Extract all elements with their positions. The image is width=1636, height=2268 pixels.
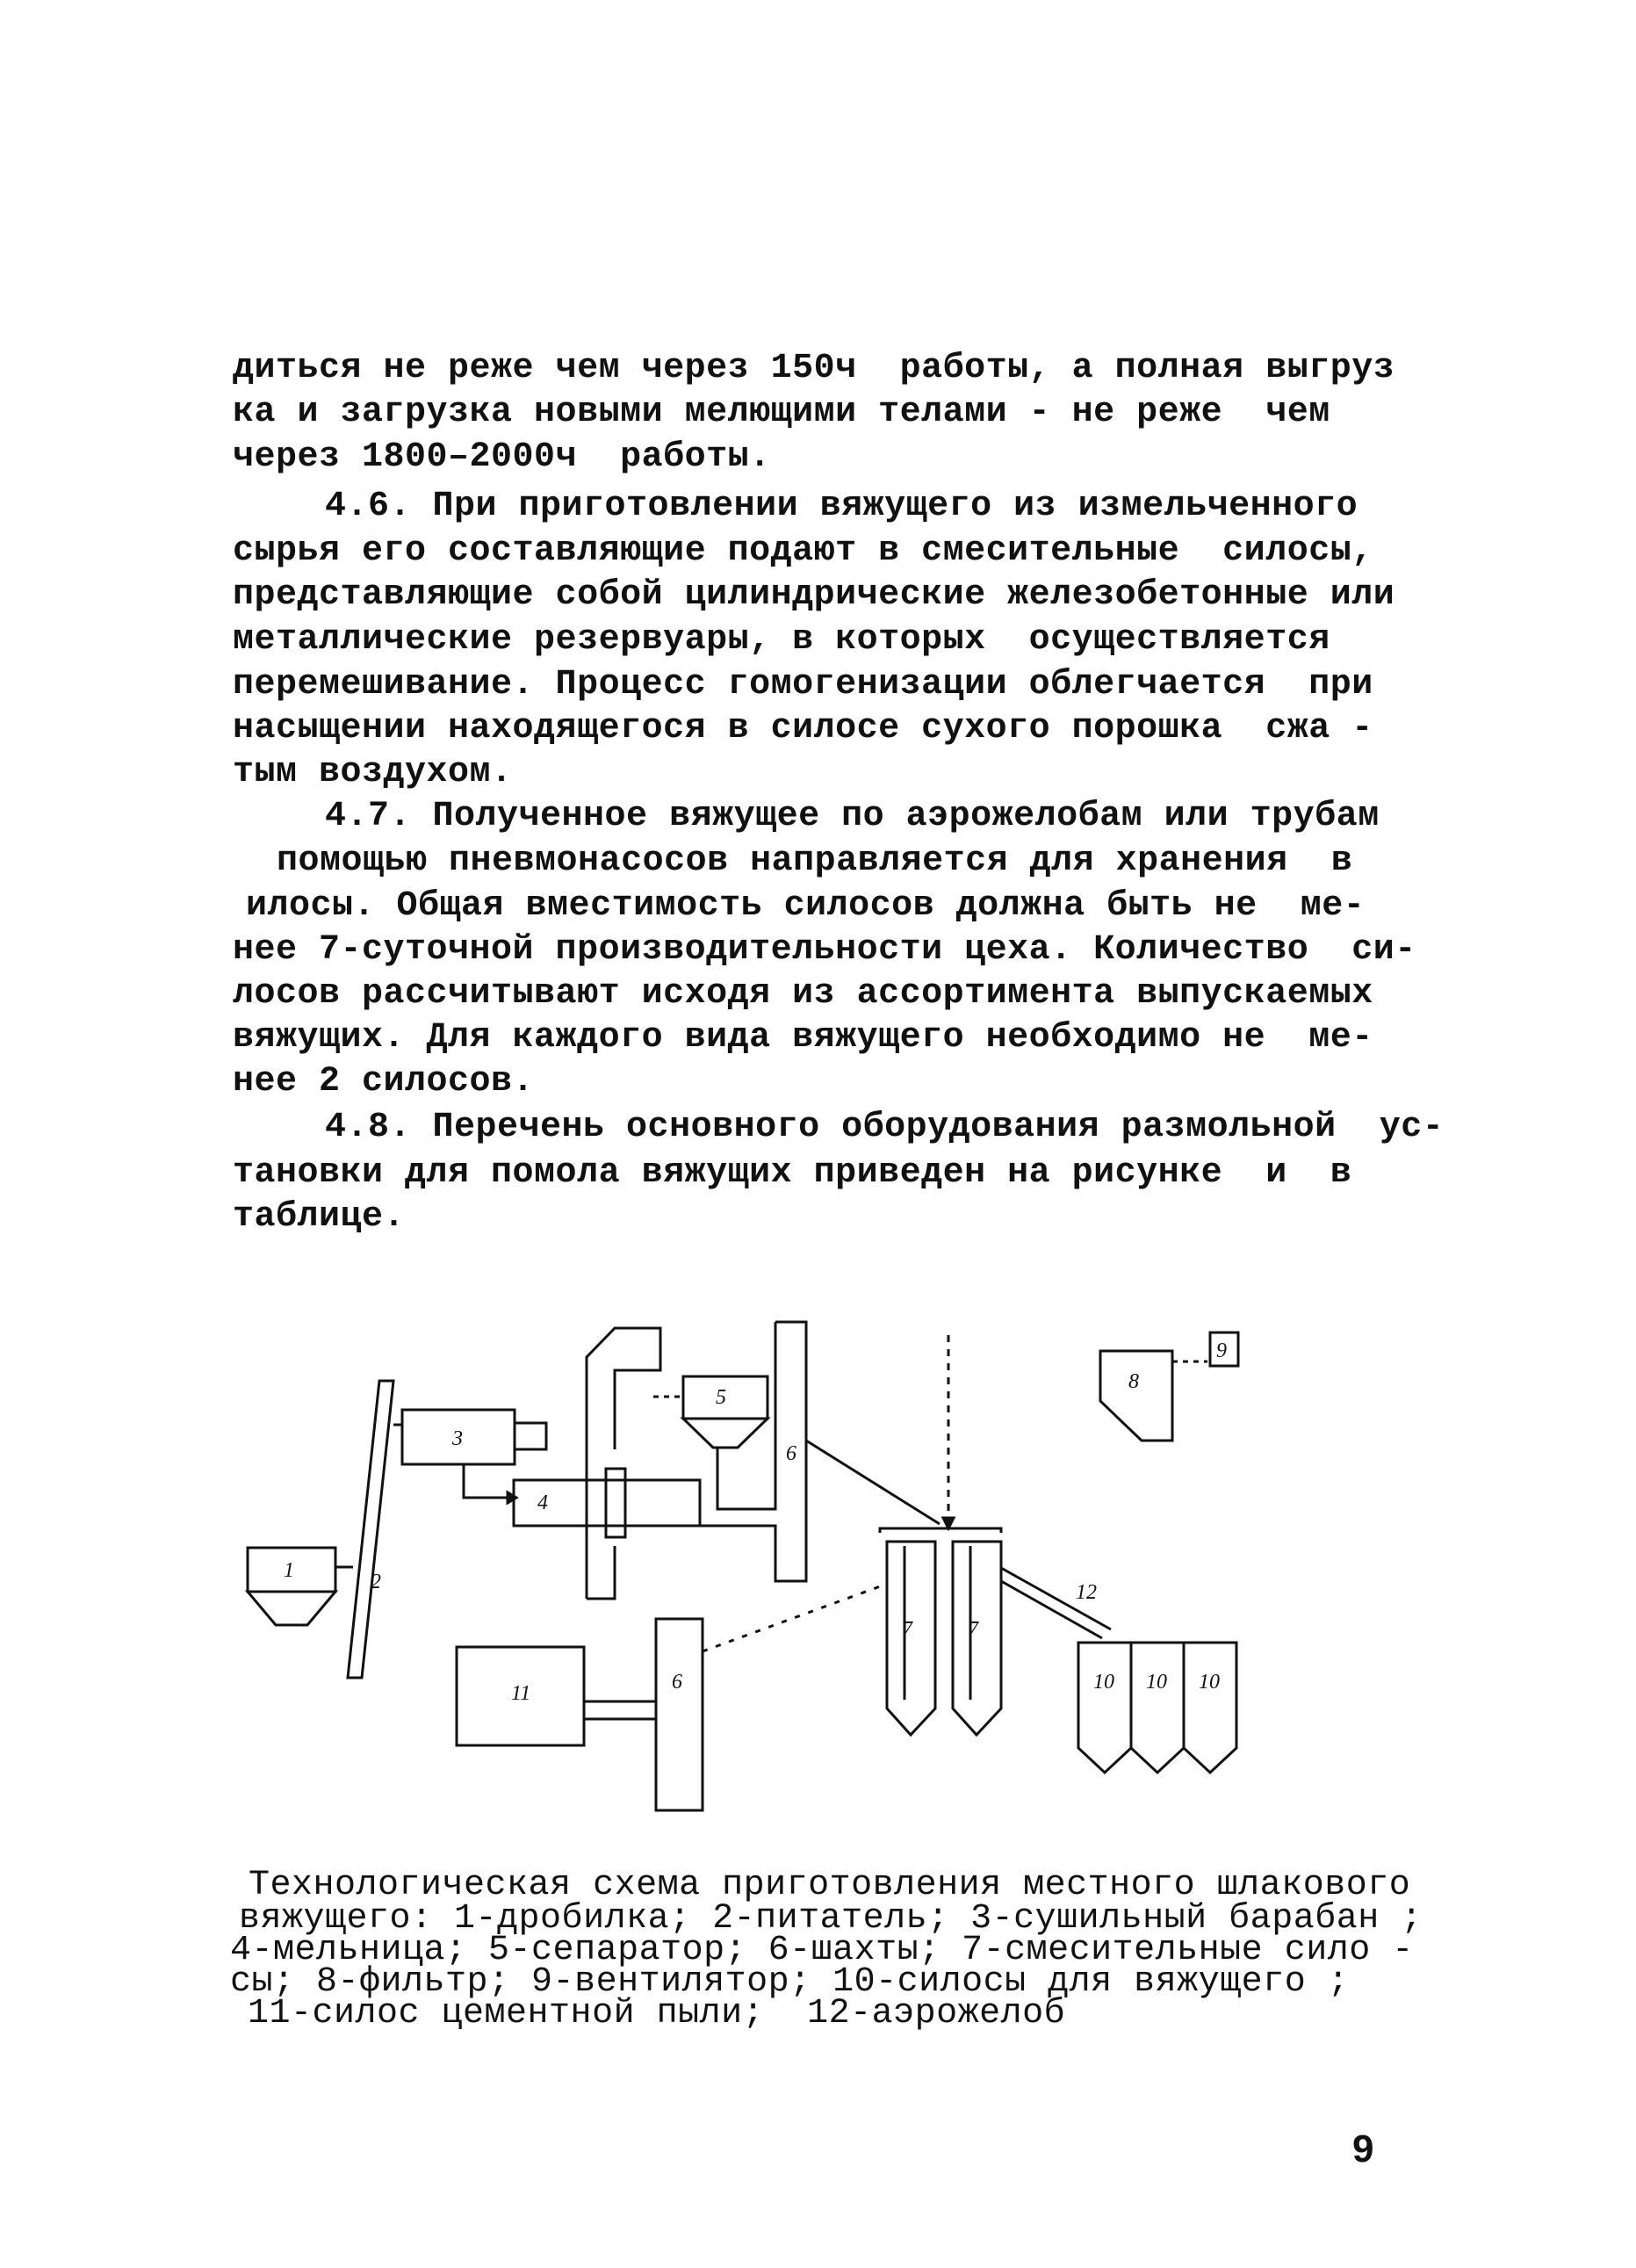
paragraph-4-7: 4.7. Полученное вяжущее по аэрожелобам или трубам: [325, 797, 1380, 836]
body-line: металлические резервуары, в которых осуществляется: [233, 620, 1330, 660]
figure-label: 4: [537, 1492, 548, 1514]
figure-label: 10: [1199, 1671, 1220, 1694]
mill-4: [464, 1464, 700, 1537]
figure-label: 10: [1146, 1671, 1167, 1694]
figure-label: 6: [786, 1442, 796, 1465]
body-line: нее 7-суточной производительности цеха. Количество си-: [233, 930, 1416, 970]
body-line: тым воздухом.: [233, 753, 513, 792]
body-line: нее 2 силосов.: [233, 1062, 535, 1101]
body-line: насыщении находящегося в силосе сухого порошка сжа -: [233, 709, 1373, 748]
page-number: 9: [1352, 2127, 1374, 2170]
body-line: вяжущих. Для каждого вида вяжущего необходимо не ме-: [233, 1018, 1373, 1058]
figure-caption-line: сы; 8-фильтр; 9-вентилятор; 10-силосы для вяжущего ;: [230, 1962, 1350, 2002]
figure-label: 11: [511, 1682, 531, 1705]
paragraph-4-6: 4.6. При приготовлении вяжущего из измельченного: [325, 487, 1359, 526]
figure-label: 7: [902, 1618, 912, 1641]
drying-drum-3: [393, 1410, 546, 1464]
body-line: помощью пневмонасосов направляется для хранения в: [277, 841, 1353, 881]
elevator-shaft: [587, 1328, 660, 1599]
binder-silos-10: [1078, 1643, 1236, 1773]
figure-label: 6: [672, 1671, 682, 1694]
figure-label: 1: [284, 1559, 294, 1582]
body-line: тановки для помола вяжущих приведен на рисунке и в: [233, 1153, 1352, 1193]
body-line: через 1800–2000ч работы.: [233, 437, 771, 477]
separator-5: [653, 1376, 768, 1448]
paragraph-4-8: 4.8. Перечень основного оборудования размольной ус-: [325, 1108, 1445, 1147]
figure-label: 9: [1216, 1340, 1227, 1362]
body-line: представляющие собой цилиндрические железобетонные или: [233, 575, 1395, 615]
body-line: ка и загрузка новыми мелющими телами - не реже чем: [233, 393, 1330, 432]
body-line: таблице.: [233, 1197, 406, 1237]
mixing-silos-7: [703, 1335, 1001, 1735]
figure-caption-line: вяжущего: 1-дробилка; 2-питатель; 3-сушильный барабан ;: [239, 1899, 1423, 1939]
body-line: перемешивание. Процесс гомогенизации облегчается при: [233, 665, 1373, 704]
figure-label: 3: [452, 1427, 463, 1450]
shaft-6-lower: [584, 1619, 703, 1810]
filter-8: [1100, 1351, 1207, 1441]
figure-label: 12: [1076, 1581, 1097, 1604]
body-line: диться не реже чем через 150ч работы, а полная выгруз: [233, 349, 1395, 388]
figure-caption-line: 11-силос цементной пыли; 12-аэрожелоб: [248, 1994, 1066, 2033]
figure-label: 10: [1093, 1671, 1114, 1694]
figure-label: 8: [1128, 1370, 1139, 1393]
figure-caption-line: 4-мельница; 5-сепаратор; 6-шахты; 7-смесительные сило -: [230, 1931, 1414, 1970]
figure-label: 7: [968, 1618, 978, 1641]
body-line: илосы. Общая вместимость силосов должна быть не ме-: [246, 886, 1366, 926]
feeder-2: [335, 1381, 393, 1678]
figure-label: 5: [716, 1386, 726, 1409]
body-line: сырья его составляющие подают в смесительные силосы,: [233, 531, 1373, 571]
figure-caption-title: Технологическая схема приготовления местного шлакового: [249, 1866, 1411, 1905]
figure-label: 2: [371, 1571, 381, 1593]
body-line: лосов рассчитывают исходя из ассортимента выпускаемых: [233, 974, 1373, 1014]
